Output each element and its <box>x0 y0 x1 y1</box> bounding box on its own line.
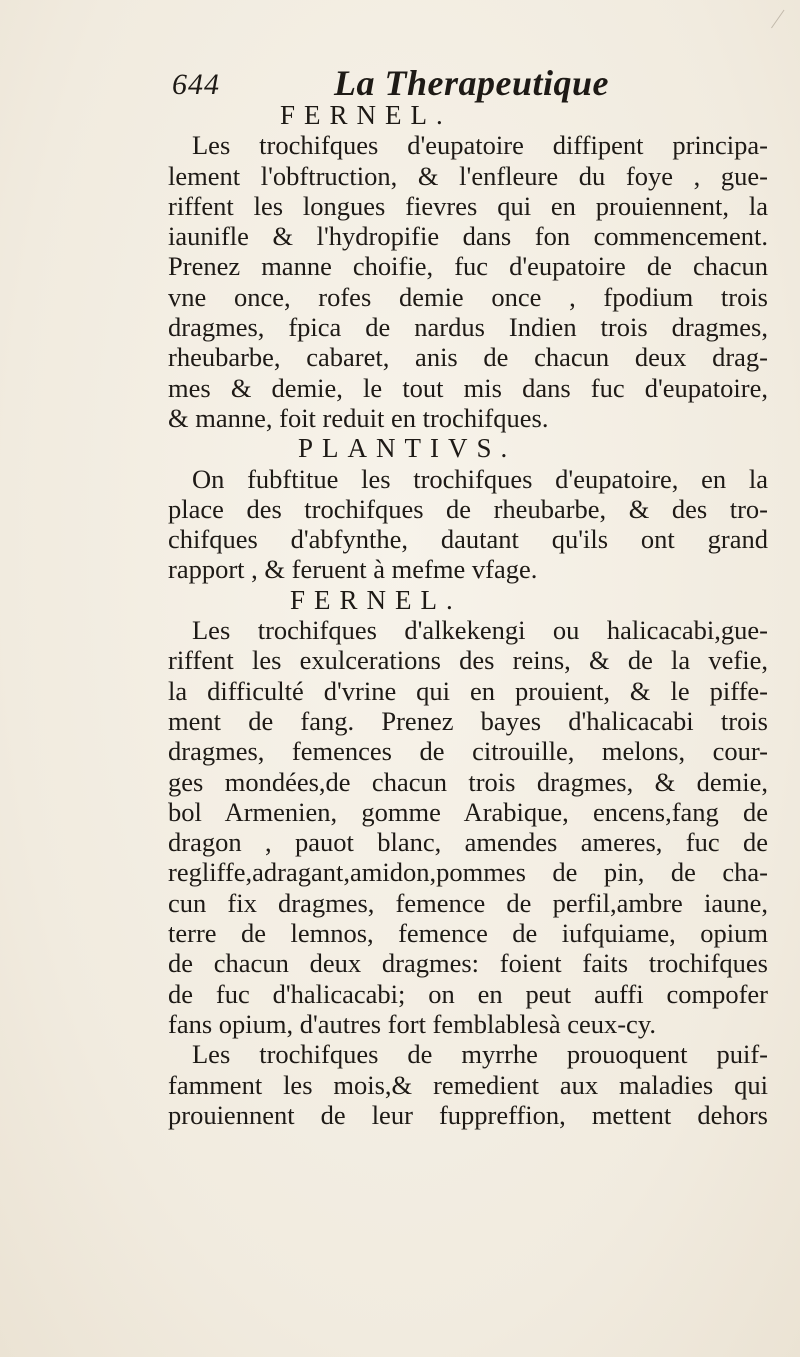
text-line: vne once, rofes demie once , fpodium trois <box>168 281 768 312</box>
text-line: regliffe,adragant,amidon,pommes de pin, de cha- <box>168 857 768 888</box>
paragraph-myrrhe <box>168 1039 768 1130</box>
page-number: 644 <box>172 68 220 101</box>
paragraph-eupatoire <box>168 130 768 433</box>
corner-mark <box>771 10 796 37</box>
text-line: riffent les longues fievres qui en prouiennent, la <box>168 190 768 221</box>
text-line: dragmes, fpica de nardus Indien trois dragmes, <box>168 312 768 343</box>
text-line: mes & demie, le tout mis dans fuc d'eupatoire, <box>168 372 768 403</box>
text-line: terre de lemnos, femence de iufquiame, opium <box>168 918 768 949</box>
section-heading-plantivs: PLANTIVS. <box>298 433 517 464</box>
paragraph-alkekengi <box>168 615 768 1039</box>
text-line: famment les mois,& remedient aux maladies qui <box>168 1069 768 1100</box>
text-line: fans opium, d'autres fort femblablesà ceux-cy. <box>168 1008 656 1039</box>
text-line: de chacun deux dragmes: foient faits trochifques <box>168 948 768 979</box>
text-line: On fubftitue les trochifques d'eupatoire, en la <box>192 463 768 494</box>
text-line: ment de fang. Prenez bayes d'halicacabi trois <box>168 705 768 736</box>
text-line: dragmes, femences de citrouille, melons, cour- <box>168 736 768 767</box>
text-line: prouiennent de leur fuppreffion, mettent dehors <box>168 1099 768 1130</box>
text-line: Les trochifques d'eupatoire diffipent principa- <box>192 130 768 161</box>
text-line: rapport , & feruent à mefme vfage. <box>168 554 538 585</box>
running-title: La Therapeutique <box>334 63 609 103</box>
text-line: place des trochifques de rheubarbe, & des tro- <box>168 493 768 524</box>
section-heading-fernel-1: FERNEL. <box>280 100 452 130</box>
text-line: Les trochifques d'alkekengi ou halicacabi,gue- <box>192 615 768 646</box>
paragraph-substitution <box>168 464 768 585</box>
text-line: riffent les exulcerations des reins, & de la vefie, <box>168 645 768 676</box>
text-block <box>168 100 768 1130</box>
text-line: de fuc d'halicacabi; on en peut auffi compofer <box>168 978 768 1009</box>
text-line: ges mondées,de chacun trois dragmes, & demie, <box>168 766 768 797</box>
text-line: Les trochifques de myrrhe prouoquent puif- <box>192 1039 768 1070</box>
text-line: bol Armenien, gomme Arabique, encens,fang de <box>168 796 768 827</box>
section-heading-fernel-2: FERNEL. <box>290 584 462 615</box>
text-line: iaunifle & l'hydropifie dans fon commencement. <box>168 221 768 252</box>
text-line: cun fix dragmes, femence de perfil,ambre iaune, <box>168 887 768 918</box>
text-line: lement l'obftruction, & l'enfleure du foye , gue- <box>168 160 768 191</box>
text-line: la difficulté d'vrine qui en prouient, & le piffe- <box>168 675 768 706</box>
text-line: chifques d'abfynthe, dautant qu'ils ont grand <box>168 524 768 555</box>
text-line: & manne, foit reduit en trochifques. <box>168 402 549 433</box>
text-line: dragon , pauot blanc, amendes ameres, fuc de <box>168 827 768 858</box>
page-header <box>172 62 692 102</box>
text-line: Prenez manne choifie, fuc d'eupatoire de chacun <box>168 251 768 282</box>
text-line: rheubarbe, cabaret, anis de chacun deux drag- <box>168 342 768 373</box>
